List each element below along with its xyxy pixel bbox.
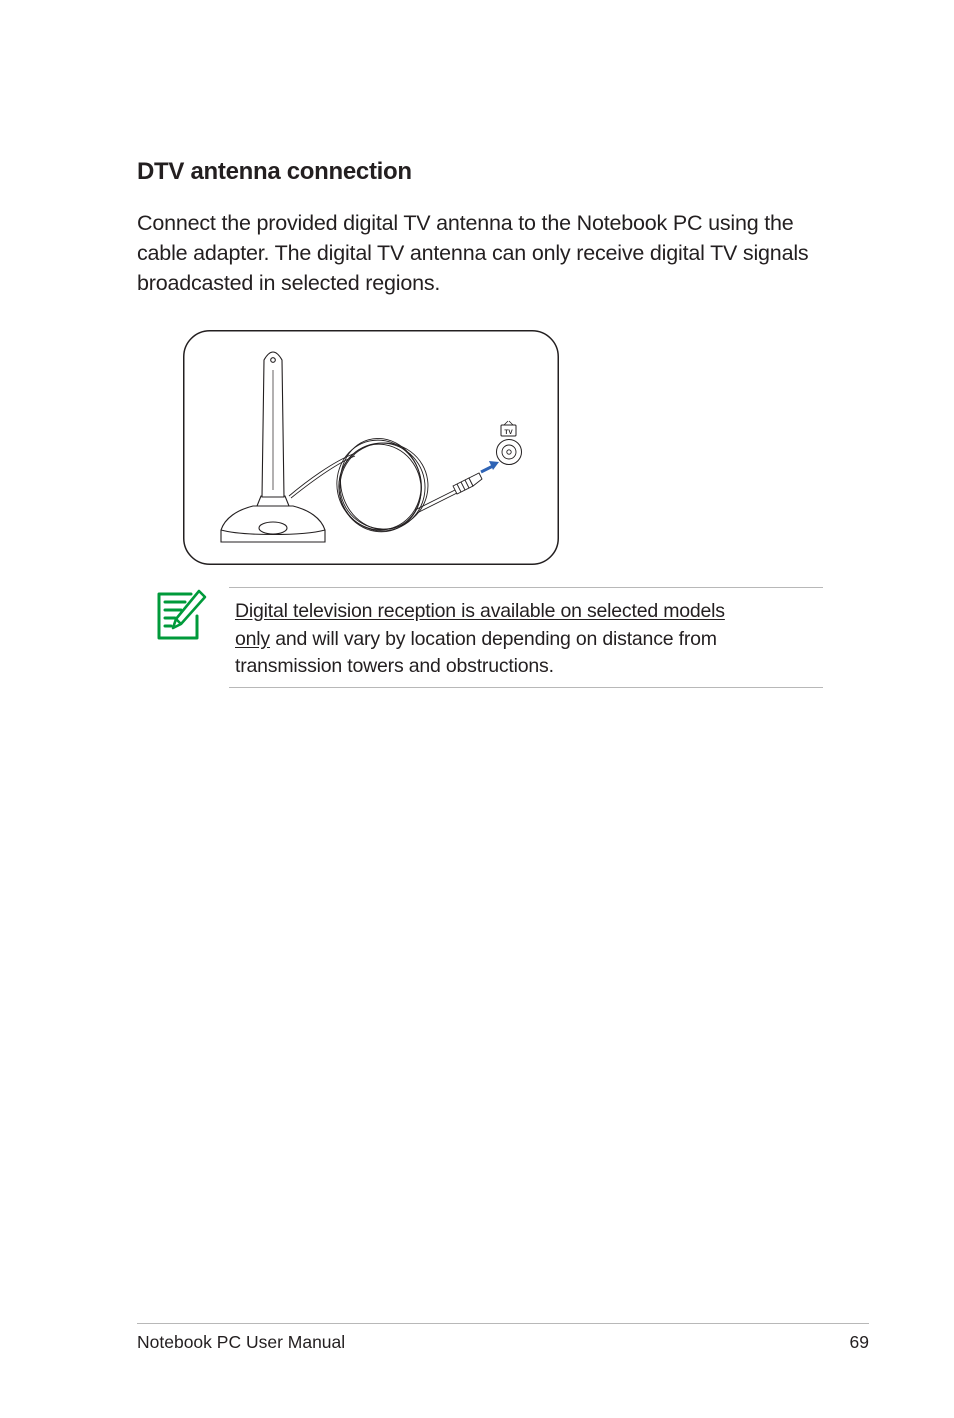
note-bottom-divider — [229, 687, 823, 688]
tv-port-label: TV — [504, 429, 513, 436]
footer-divider — [137, 1323, 869, 1324]
footer-manual-title: Notebook PC User Manual — [137, 1332, 346, 1352]
note-pencil-icon — [155, 588, 207, 644]
note-top-divider — [229, 587, 823, 588]
antenna-connection-illustration — [183, 330, 559, 565]
note-underlined-text: Digital television reception is available on selected models — [235, 600, 725, 622]
page-number: 69 — [849, 1332, 869, 1352]
note-text — [235, 598, 815, 681]
note-rest-text: and will vary by location depending on distance from transmission towers and obstructions. — [235, 627, 717, 677]
section-title: DTV antenna connection — [137, 158, 412, 185]
section-body: Connect the provided digital TV antenna to the Notebook PC using the cable adapter. The digital TV antenna can only receive digital TV signals broadcasted in selected regions. — [137, 211, 809, 295]
note-underlined-only: only — [235, 627, 270, 650]
